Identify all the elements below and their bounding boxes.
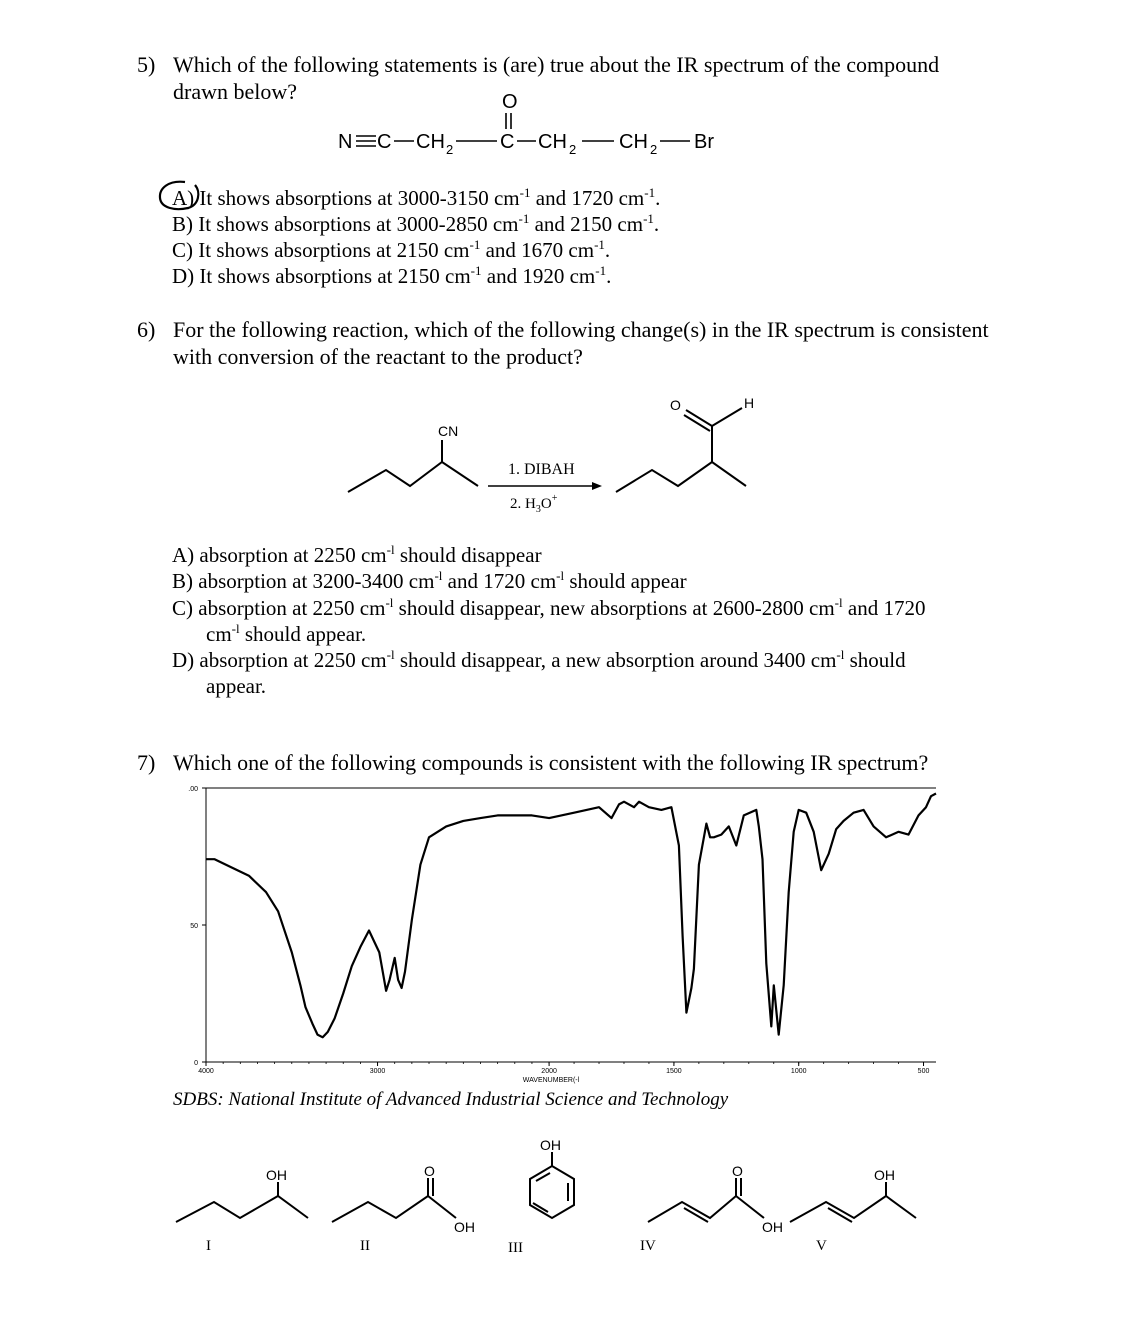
q5-option-d-text1: It shows absorptions at 2150 cm [199, 264, 471, 288]
compound-ii-o: O [424, 1163, 435, 1179]
q6-product-skeleton [616, 462, 746, 492]
q5-option-d-sup1: -1 [470, 263, 482, 278]
compound-iv-numeral: IV [640, 1238, 656, 1254]
q5-option-a-end: . [655, 186, 661, 210]
q7-compounds [170, 1130, 940, 1260]
q5-option-b-text2: and 2150 cm [529, 212, 644, 236]
q6-option-d[interactable] [172, 647, 906, 673]
compound-i[interactable] [176, 1167, 308, 1254]
compound-iii[interactable] [508, 1137, 574, 1256]
q5-oxygen: O [502, 91, 518, 113]
q5-n: N [338, 131, 353, 153]
q6-option-c-text1: absorption at 2250 cm [198, 596, 386, 620]
q6-reagent1: 1. DIBAH [508, 461, 575, 478]
ir-x-tick-label: 3000 [369, 1068, 386, 1075]
q5-ch2-c-sub: 2 [650, 142, 658, 157]
q6-option-c[interactable] [172, 595, 925, 621]
q6-number: 6) [137, 317, 156, 342]
ir-spectrum-chart [170, 780, 950, 1100]
q6-option-d-text3: should [844, 648, 906, 672]
q6-option-b-text2: and 1720 cm [442, 569, 557, 593]
compound-iii-oh: OH [540, 1137, 561, 1153]
compound-v[interactable] [790, 1167, 916, 1254]
q6-option-b-letter: B) [172, 569, 193, 593]
compound-v-skeleton [790, 1196, 916, 1222]
ir-y-tick-label: 0 [194, 1060, 198, 1067]
compound-ii[interactable] [332, 1163, 475, 1254]
q5-text-line1: Which of the following statements is (are) true about the IR spectrum of the compound [173, 52, 940, 77]
q5-c1: C [377, 131, 392, 153]
q6-option-c-line2 [206, 621, 366, 647]
q6-option-c-line2-pre: cm [206, 622, 232, 646]
q5-option-a-sup2: -1 [644, 185, 656, 200]
q6-option-c-sup2: -l [834, 595, 843, 610]
q6-option-b-text1: absorption at 3200-3400 cm [198, 569, 435, 593]
q6-option-c-text2: should disappear, new absorptions at 2600-2800 cm [393, 596, 835, 620]
q7-number: 7) [137, 750, 156, 775]
q6-option-a-letter: A) [172, 543, 195, 567]
q5-structure [330, 86, 730, 162]
q7-source-caption: SDBS: National Institute of Advanced Industrial Science and Technology [173, 1089, 729, 1110]
ir-x-tick-label: 1500 [666, 1068, 682, 1075]
q5-option-c-end: . [604, 238, 611, 262]
ir-spectrum-line [206, 794, 936, 1038]
ir-y-tick-label: .00 [188, 786, 198, 793]
q6-option-b-text3: should appear [564, 569, 687, 593]
compound-v-numeral: V [816, 1238, 827, 1254]
q5-br: Br [694, 131, 714, 153]
q5-option-c-text1: It shows absorptions at 2150 cm [198, 238, 470, 262]
q5-ch2-b: CH [538, 131, 567, 153]
q6-option-c-sup3: -l [231, 621, 240, 636]
q6-option-b-sup2: -l [556, 568, 565, 583]
q5-option-b-text1: It shows absorptions at 3000-2850 cm [198, 212, 519, 236]
q6-reagent2 [510, 493, 558, 515]
q6-product-h: H [744, 395, 755, 411]
q6-option-a[interactable] [172, 542, 542, 568]
compound-i-skeleton [176, 1196, 308, 1222]
q6-option-c-sup1: -l [385, 595, 394, 610]
q6-product-o: O [670, 397, 681, 413]
q5-option-c-sup2: -1 [594, 237, 605, 252]
ir-x-tick-label: 500 [917, 1068, 930, 1075]
q6-option-d-letter: D) [172, 648, 195, 672]
ir-x-tick-label: 4000 [198, 1068, 214, 1075]
q5-option-b[interactable] [172, 211, 659, 237]
compound-iv-oh: OH [762, 1219, 783, 1235]
compound-iii-numeral: III [508, 1240, 523, 1256]
ir-y-axis [188, 786, 206, 1067]
q5-option-a-sup1: -1 [519, 185, 531, 200]
q5-ch2-b-sub: 2 [569, 142, 577, 157]
compound-v-oh: OH [874, 1167, 895, 1183]
compound-i-oh: OH [266, 1167, 287, 1183]
compound-ii-oh: OH [454, 1219, 475, 1235]
q5-option-c-sup1: -1 [469, 237, 481, 252]
compound-iv[interactable] [640, 1163, 783, 1254]
q5-option-b-sup2: -1 [643, 211, 654, 226]
q5-option-c-text2: and 1670 cm [480, 238, 595, 262]
q5-number: 5) [137, 52, 156, 77]
q6-option-b[interactable] [172, 568, 687, 594]
ir-x-axis-label: WAVENUMBER(-l [522, 1077, 580, 1084]
q6-option-c-text3: and 1720 [842, 596, 926, 620]
q5-option-a[interactable] [172, 185, 660, 211]
q6-option-c-letter: C) [172, 596, 193, 620]
q5-ch2-a-sub: 2 [446, 142, 454, 157]
q5-option-b-letter: B) [172, 212, 193, 236]
ir-y-tick-label: 50 [190, 923, 198, 930]
compound-iv-o: O [732, 1163, 743, 1179]
q6-reactant-skeleton [348, 462, 478, 492]
q5-option-c-letter: C) [172, 238, 193, 262]
q5-option-b-sup1: -1 [518, 211, 530, 226]
q5-option-a-text2: and 1720 cm [530, 186, 645, 210]
ir-x-tick-label: 1000 [790, 1068, 807, 1075]
q6-option-d-text2: should disappear, a new absorption around 3400 cm [394, 648, 837, 672]
q5-option-d-letter: D) [172, 264, 195, 288]
q5-option-d-text2: and 1920 cm [481, 264, 596, 288]
ir-x-axis [198, 1062, 929, 1075]
ir-x-tick-label: 2000 [541, 1068, 557, 1075]
q5-option-a-text1: It shows absorptions at 3000-3150 cm [199, 186, 520, 210]
q6-reagent2-pre: 2. H [510, 496, 536, 512]
q6-option-a-text1: absorption at 2250 cm [199, 543, 387, 567]
q6-reaction-scheme [340, 390, 760, 520]
q6-reagent2-sup: + [551, 493, 558, 504]
q6-option-d-sup2: -l [836, 647, 845, 662]
compound-i-numeral: I [206, 1238, 211, 1254]
q6-option-d-text1: absorption at 2250 cm [199, 648, 387, 672]
ir-frame [206, 788, 936, 1062]
q5-option-d-end: . [606, 264, 612, 288]
q6-reactant-cn: CN [438, 423, 459, 439]
q6-reagent2-o: O [540, 496, 552, 512]
compound-ii-numeral: II [360, 1238, 370, 1254]
q5-option-b-end: . [653, 212, 660, 236]
q5-ch2-a: CH [416, 131, 445, 153]
q5-text-line2: drawn below? [173, 79, 298, 104]
q6-option-d-sup1: -l [386, 647, 395, 662]
q5-ch2-c: CH [619, 131, 648, 153]
q6-option-a-text2: should disappear [394, 543, 542, 567]
q6-text-line1: For the following reaction, which of the following change(s) in the IR spectrum is consistent [173, 317, 989, 342]
compound-iv-skeleton [648, 1196, 764, 1222]
q5-option-a-letter: A) [172, 186, 195, 210]
q5-option-d[interactable] [172, 263, 611, 289]
compound-ii-skeleton [332, 1196, 456, 1222]
q5-option-d-sup2: -1 [595, 263, 607, 278]
q7-text: Which one of the following compounds is consistent with the following IR spectrum? [173, 750, 929, 775]
q5-option-c[interactable] [172, 237, 610, 263]
q6-option-c-line2-post: should appear. [239, 622, 367, 646]
q6-text-line2: with conversion of the reactant to the product? [173, 344, 583, 369]
q6-option-d-line2: appear. [206, 674, 267, 698]
q6-option-b-sup1: -l [434, 568, 443, 583]
q5-carbonyl-c: C [500, 131, 515, 153]
q6-option-a-sup1: -l [386, 542, 395, 557]
q6-reagent2-sub: 3 [535, 504, 541, 515]
